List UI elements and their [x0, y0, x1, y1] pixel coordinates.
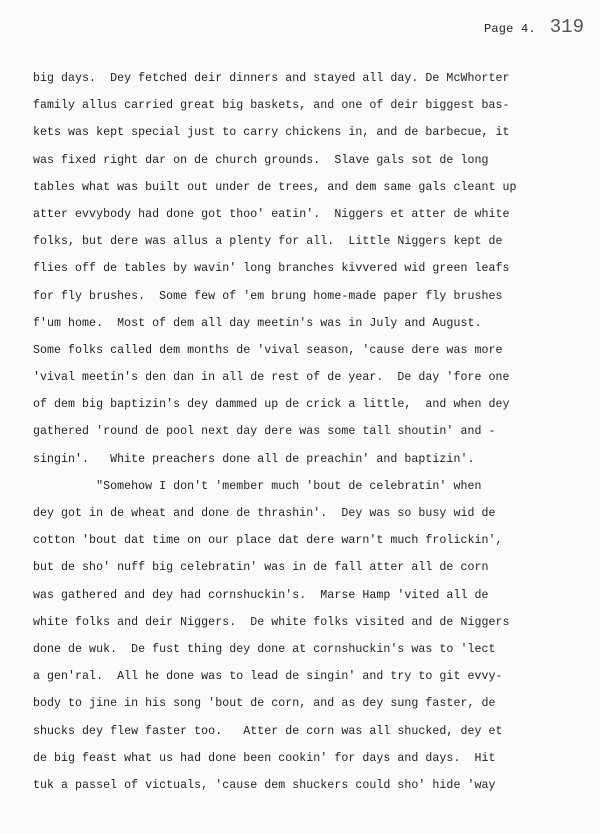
- text-line: shucks dey flew faster too. Atter de corn was all shucked, dey et: [33, 724, 503, 738]
- text-line: 'vival meetin's den dan in all de rest of de year. De day 'fore one: [33, 371, 510, 385]
- text-line: de big feast what us had done been cookin' for days and days. Hit: [33, 751, 496, 765]
- text-line: big days. Dey fetched deir dinners and stayed all day. De McWhorter: [33, 72, 510, 85]
- text-line: white folks and deir Niggers. De white folks visited and de Niggers: [33, 615, 510, 629]
- text-line: tuk a passel of victuals, 'cause dem shuckers could sho' hide 'way: [33, 778, 496, 792]
- text-line: Some folks called dem months de 'vival season, 'cause dere was more: [33, 343, 503, 357]
- text-line: "Somehow I don't 'member much 'bout de celebratin' when: [33, 479, 482, 493]
- text-line: tables what was built out under de trees, and dem same gals cleant up: [33, 180, 517, 194]
- text-line: folks, but dere was allus a plenty for all. Little Niggers kept de: [33, 235, 503, 249]
- page-label: Page 4.: [483, 22, 536, 36]
- text-line: cotton 'bout dat time on our place dat dere warn't much frolickin',: [33, 534, 503, 548]
- text-line: but de sho' nuff big celebratin' was in de fall atter all de corn: [33, 561, 489, 575]
- text-line: done de wuk. De fust thing dey done at cornshuckin's was to 'lect: [33, 642, 496, 656]
- text-line: body to jine in his song 'bout de corn, and as dey sung faster, de: [33, 697, 496, 711]
- handwritten-page-number: 319: [549, 16, 584, 38]
- page-header: [484, 16, 584, 38]
- text-line: for fly brushes. Some few of 'em brung home-made paper fly brushes: [33, 289, 503, 303]
- narrative-text: [33, 65, 593, 799]
- text-line: a gen'ral. All he done was to lead de singin' and try to git evvy-: [33, 670, 503, 684]
- text-line: atter evvybody had done got thoo' eatin'. Niggers et atter de white: [33, 207, 510, 221]
- text-line: singin'. White preachers done all de preachin' and baptizin'.: [33, 452, 475, 466]
- text-line: f'um home. Most of dem all day meetin's was in July and August.: [33, 316, 482, 330]
- text-line: of dem big baptizin's dey dammed up de crick a little, and when dey: [33, 398, 510, 412]
- text-line: gathered 'round de pool next day dere was some tall shoutin' and -: [33, 425, 496, 439]
- text-line: was fixed right dar on de church grounds. Slave gals sot de long: [33, 153, 489, 167]
- text-line: kets was kept special just to carry chickens in, and de barbecue, it: [33, 126, 510, 140]
- text-line: flies off de tables by wavin' long branches kivvered wid green leafs: [33, 262, 510, 276]
- text-line: dey got in de wheat and done de thrashin'. Dey was so busy wid de: [33, 507, 496, 520]
- text-line: family allus carried great big baskets, and one of deir biggest bas-: [33, 99, 510, 113]
- text-line: was gathered and dey had cornshuckin's. Marse Hamp 'vited all de: [33, 588, 489, 602]
